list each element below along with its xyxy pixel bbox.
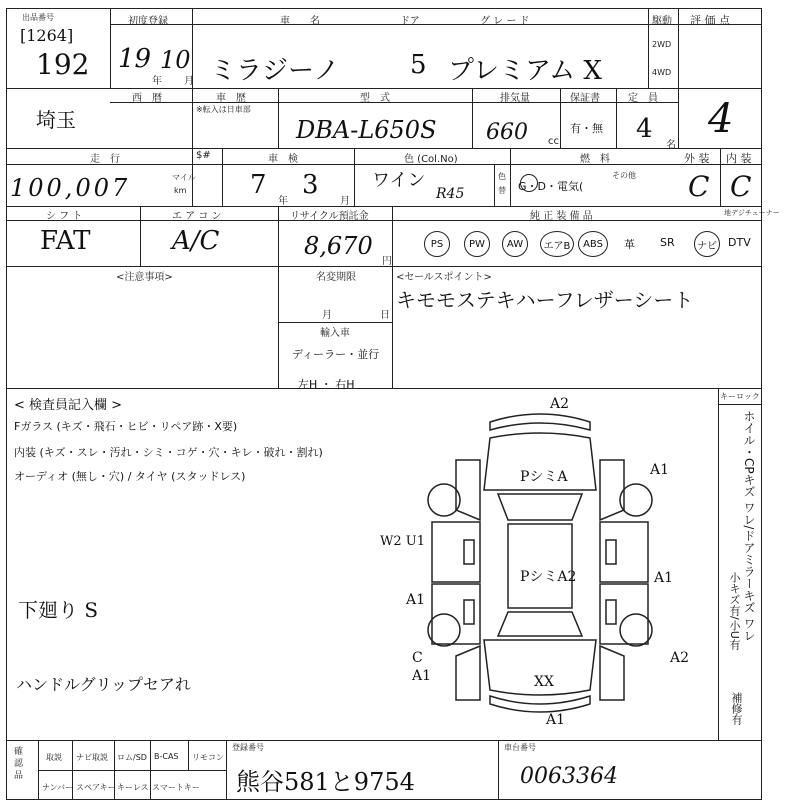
capacity: 4 [636,114,653,144]
equip-aw: AW [502,231,528,257]
history-label: 車 歴 [216,93,246,104]
mark-7: A1 [406,592,426,608]
side-text-2: 小キズ有/小U有 [728,572,741,650]
side-text: ホイル・CPキズ ワレ/ドアミラーキズ ワレ [742,410,756,642]
aircon: A/C [172,226,220,256]
equip-sr: SR [660,236,675,249]
displacement-label: 排気量 [500,93,530,104]
mark-11: A2 [670,650,690,666]
reg-number: 熊谷581と9754 [236,768,415,796]
chassis-number: 0063364 [520,764,618,789]
glass-line: Fガラス (キズ・飛石・ヒビ・リペア跡・X要) [14,420,238,433]
score: 4 [708,96,734,142]
equip-pw: PW [464,231,490,257]
aircon-label: エ ア コ ン [172,211,222,222]
footer-item-5: リモコン [192,753,224,762]
insp-year-unit: 年 [278,196,288,207]
eval-label: 評 価 点 [690,14,730,27]
expiry-month: 月 [322,310,332,321]
mark-2: A1 [650,462,670,478]
insp-month-unit: 月 [340,196,350,207]
shift-label: シ フ ト [46,211,83,222]
note-grip: ハンドルグリップセアれ [16,675,191,694]
recycle-label: リサイクル預託金 [290,211,369,222]
month-unit: 月 [184,76,194,87]
interior-line: 内装 (キズ・スレ・汚れ・シミ・コゲ・穴・キレ・破れ・割れ) [14,446,323,459]
model: DBA-L650S [296,116,437,144]
equip-dtv: DTV [728,236,751,249]
warranty-label: 保証書 [570,93,600,104]
grade-label: グ レ ー ド [480,16,530,27]
doors: 5 [410,50,427,80]
mark-10: XX [534,674,554,690]
mark-3: PシミA [520,469,568,485]
exterior-grade: C [688,170,710,203]
mark-9: A1 [412,668,432,684]
door-label: ドア [400,16,420,27]
mark-5: PシミA2 [520,569,577,585]
shift: FAT [40,226,91,256]
fuel-value: G・D・電気( [518,180,584,193]
color-label: 色 (Col.No) [404,154,458,165]
recycle: 8,670 [304,232,373,260]
inspection-title: < 検査員記入欄 > [14,398,123,413]
equip-navi: ナビ [694,231,720,257]
exterior-label: 外 装 [684,152,710,165]
dealer: ディーラー・並行 [292,348,380,361]
note-underbody: 下廻り S [18,598,99,622]
drive-4wd: 4WD [652,68,672,77]
car-name: ミラジーノ [210,56,340,86]
west-label: 西 暦 [132,93,162,104]
year-unit: 年 [152,76,162,87]
displacement: 660 [486,120,528,145]
footer-item-4: B-CAS [154,752,179,761]
mileage: 100,007 [10,174,131,202]
region: 埼玉 [36,108,76,132]
footer-item-7: スペアキー [76,783,116,792]
mark-4: W2 U1 [380,534,425,549]
confirm-label: 確 認 品 [14,747,24,781]
inspection-year: 7 [250,170,267,200]
s-label: $# [196,150,211,161]
capacity-label: 定 員 [628,93,658,104]
keylock-label: キーロック [720,392,760,401]
footer-item-6: ナンバー [42,783,74,792]
footer-item-2: ナビ取説 [76,753,108,762]
mile-unit: マイル [172,173,196,182]
lot-label: 出品番号 [22,13,54,22]
equipment-label: 純 正 装 備 品 [530,211,593,222]
car-name-label: 車 名 [280,16,320,27]
first-reg-year: 19 [118,44,152,74]
audio-line: オーディオ (無し・穴) / タイヤ (スタッドレス) [14,470,246,483]
footer-item-3: ロム/SD [117,753,147,762]
selling-label: <セールスポイント> [396,272,492,283]
import-label: 輸入車 [320,328,350,339]
interior-label: 内 装 [726,152,752,165]
capacity-unit: 名 [666,140,676,151]
fuel-label: 燃 料 [580,154,610,165]
interior-grade: C [730,170,752,203]
grade: プレミアム X [448,56,602,86]
first-reg-month: 10 [160,46,191,74]
km-unit: km [174,186,187,195]
equip-abs: ABS [578,231,608,257]
equip-leather: 革 [624,238,635,251]
equip-ps: PS [424,231,450,257]
lot-number: 192 [36,48,90,81]
expiry-label: 名変期限 [316,272,356,283]
color-change: 色替 [498,172,506,195]
warranty-value: 有・無 [570,122,603,135]
drive-2wd: 2WD [652,40,672,49]
gasoline-circle [520,174,538,192]
inspection-label: 車 検 [268,154,298,165]
color: ワイン [372,170,426,191]
first-reg-label: 初度登録 [128,16,168,27]
history-sub: ※転入は日車部 [196,105,251,114]
handle: 左H ・ 右H [298,378,355,391]
cc-unit: cc [548,136,559,147]
mileage-label: 走 行 [90,154,120,165]
color-no: R45 [436,186,465,202]
notes-label: <注意事項> [116,272,173,283]
footer-item-8: キーレス [117,783,149,792]
equip-airbag: エアB [540,231,574,257]
chassis-label: 車台番号 [504,743,536,752]
inspection-month: 3 [302,170,319,200]
lot-box: [1264] [20,26,74,45]
fuel-other: その他 [612,171,636,180]
yen-unit: 円 [382,256,392,267]
mark-6: A1 [654,570,674,586]
mark-1: A2 [550,396,570,412]
selling-point: キモモステキハーフレザーシート [396,288,694,312]
footer-item-9: スマートキー [152,783,200,792]
model-label: 型 式 [360,93,390,104]
footer-item-1: 取説 [46,753,62,762]
tuner-label: 地デジチューナー [724,209,780,217]
mark-12: A1 [546,712,566,728]
reg-label: 登録番号 [232,743,264,752]
expiry-day: 日 [380,310,390,321]
side-text-3: 補修有 [730,692,743,725]
drive-label: 駆動 [652,16,672,27]
mark-8: C [412,650,423,666]
